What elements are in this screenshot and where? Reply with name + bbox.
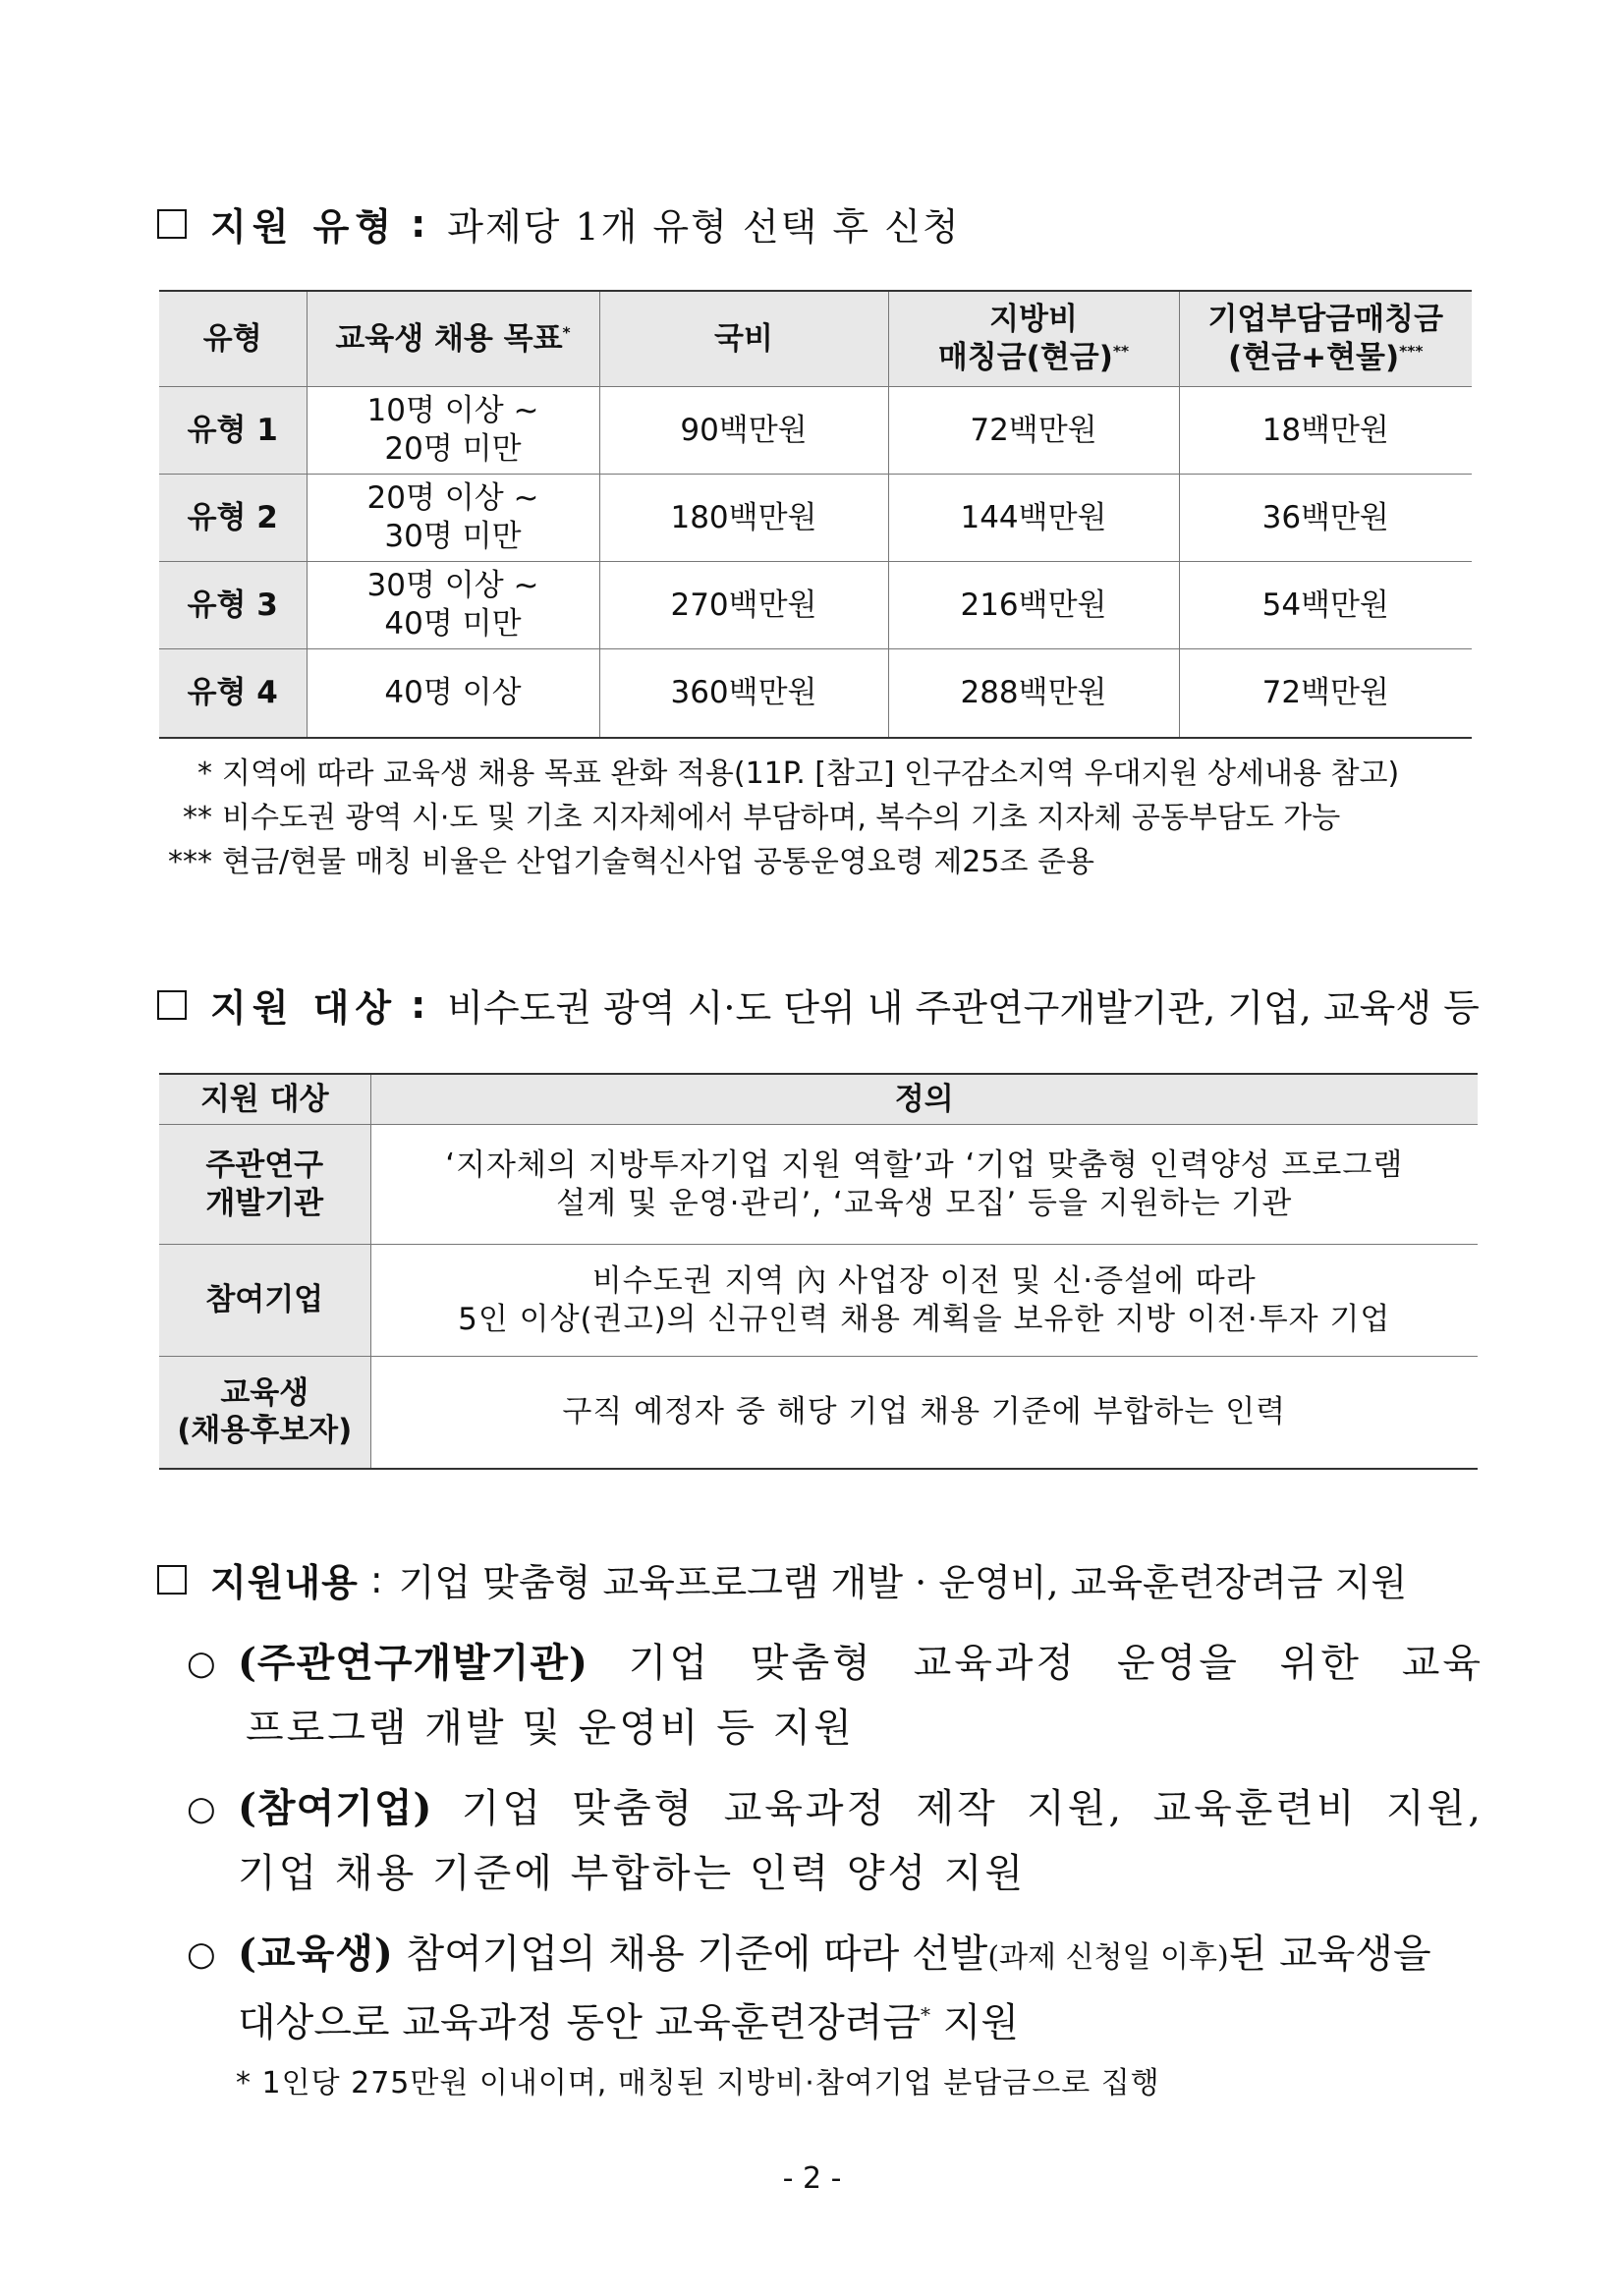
table-row (159, 387, 1472, 475)
section-heading-support-target (157, 978, 1480, 1032)
header-type: 유형 (159, 291, 307, 387)
row-name: 참여기업 (159, 1245, 370, 1357)
row-corp: 18백만원 (1179, 387, 1472, 475)
checkbox-square-icon (157, 990, 187, 1020)
note-line: * 지역에 따라 교육생 채용 목표 완화 적용(11P. [참고] 인구감소지역 우대지원 상세내용 참고) (197, 756, 1400, 791)
note-line: ** 비수도권 광역 시·도 및 기초 지자체에서 부담하며, 복수의 기초 지자체 공동부담도 가능 (183, 801, 1341, 835)
circle-bullet-icon: ○ (187, 1644, 216, 1683)
table-header-row (159, 291, 1472, 387)
table-row (159, 1245, 1478, 1357)
row-type: 유형 1 (159, 387, 307, 475)
checkbox-square-icon (157, 1565, 187, 1595)
section-colon: : (411, 982, 426, 1027)
row-target: 20명 이상 ~ 30명 미만 (307, 475, 599, 562)
row-definition: 구직 예정자 중 해당 기업 채용 기준에 부합하는 인력 (370, 1357, 1478, 1469)
row-name: 교육생 (채용후보자) (159, 1357, 370, 1469)
row-type: 유형 2 (159, 475, 307, 562)
checkbox-square-icon (157, 209, 187, 239)
row-target: 10명 이상 ~ 20명 미만 (307, 387, 599, 475)
bullet-participating-company (187, 1776, 1484, 1906)
row-national: 270백만원 (599, 562, 888, 649)
header-local-matching: 지방비 매칭금(현금)** (888, 291, 1179, 387)
section-description: 기업 맞춤형 교육프로그램 개발 · 운영비, 교육훈련장려금 지원 (398, 1561, 1408, 1604)
section-heading-support-content (157, 1552, 1407, 1606)
support-type-table (159, 290, 1472, 739)
row-national: 90백만원 (599, 387, 888, 475)
row-local: 216백만원 (888, 562, 1179, 649)
row-target: 40명 이상 (307, 649, 599, 739)
bullet-trainee (187, 1922, 1484, 2055)
bullet-line: (참여기업) 기업 맞춤형 교육과정 제작 지원, 교육훈련비 지원, (238, 1785, 1484, 1831)
row-local: 72백만원 (888, 387, 1179, 475)
section-title: 지원내용 (210, 1561, 359, 1604)
circle-bullet-icon: ○ (187, 1934, 216, 1974)
bullet-line: 기업 채용 기준에 부합하는 인력 양성 지원 (238, 1851, 1027, 1896)
table-notes (157, 752, 1399, 884)
row-national: 360백만원 (599, 649, 888, 739)
row-corp: 36백만원 (1179, 475, 1472, 562)
page-number: - 2 - (782, 2161, 842, 2196)
row-type: 유형 4 (159, 649, 307, 739)
section-title: 지원 대상 (210, 986, 398, 1030)
table-row (159, 1357, 1478, 1469)
bullet-line: 대상으로 교육과정 동안 교육훈련장려금* 지원 (238, 2000, 1020, 2045)
section-heading-support-type (157, 196, 961, 251)
header-corporate-matching: 기업부담금매칭금 (현금+현물)*** (1179, 291, 1472, 387)
row-corp: 72백만원 (1179, 649, 1472, 739)
footnote: * 1인당 275만원 이내이며, 매칭된 지방비·참여기업 분담금으로 집행 (236, 2066, 1160, 2100)
table-row (159, 1125, 1478, 1245)
bullet-line: (주관연구개발기관) 기업 맞춤형 교육과정 운영을 위한 교육 (238, 1640, 1484, 1686)
row-target: 30명 이상 ~ 40명 미만 (307, 562, 599, 649)
table-header-row (159, 1074, 1478, 1125)
section-description: 비수도권 광역 시·도 단위 내 주관연구개발기관, 기업, 교육생 등 (447, 986, 1480, 1030)
header-national: 국비 (599, 291, 888, 387)
bullet-lead-institution (187, 1631, 1484, 1761)
row-definition: 비수도권 지역 內 사업장 이전 및 신·증설에 따라 5인 이상(권고)의 신규인력 채용 계획을 보유한 지방 이전·투자 기업 (370, 1245, 1478, 1357)
table-row (159, 475, 1472, 562)
row-national: 180백만원 (599, 475, 888, 562)
table-row (159, 562, 1472, 649)
table-row (159, 649, 1472, 739)
bullet-line: (교육생) 참여기업의 채용 기준에 따라 선발(과제 신청일 이후)된 교육생을 (238, 1931, 1431, 1977)
row-local: 144백만원 (888, 475, 1179, 562)
circle-bullet-icon: ○ (187, 1789, 216, 1828)
support-target-table (159, 1073, 1478, 1470)
row-definition: ‘지자체의 지방투자기업 지원 역할’과 ‘기업 맞춤형 인력양성 프로그램 설계 및 운영·관리’, ‘교육생 모집’ 등을 지원하는 기관 (370, 1125, 1478, 1245)
row-name: 주관연구 개발기관 (159, 1125, 370, 1245)
bullet-line: 프로그램 개발 및 운영비 등 지원 (246, 1706, 855, 1751)
section-colon: : (411, 201, 426, 246)
section-colon: : (369, 1557, 383, 1601)
row-corp: 54백만원 (1179, 562, 1472, 649)
header-definition: 정의 (370, 1074, 1478, 1125)
header-target: 교육생 채용 목표* (307, 291, 599, 387)
section-description: 과제당 1개 유형 선택 후 신청 (447, 205, 961, 249)
header-target: 지원 대상 (159, 1074, 370, 1125)
note-line: *** 현금/현물 매칭 비율은 산업기술혁신사업 공통운영요령 제25조 준용 (168, 845, 1094, 879)
section-title: 지원 유형 (210, 205, 398, 249)
row-local: 288백만원 (888, 649, 1179, 739)
row-type: 유형 3 (159, 562, 307, 649)
